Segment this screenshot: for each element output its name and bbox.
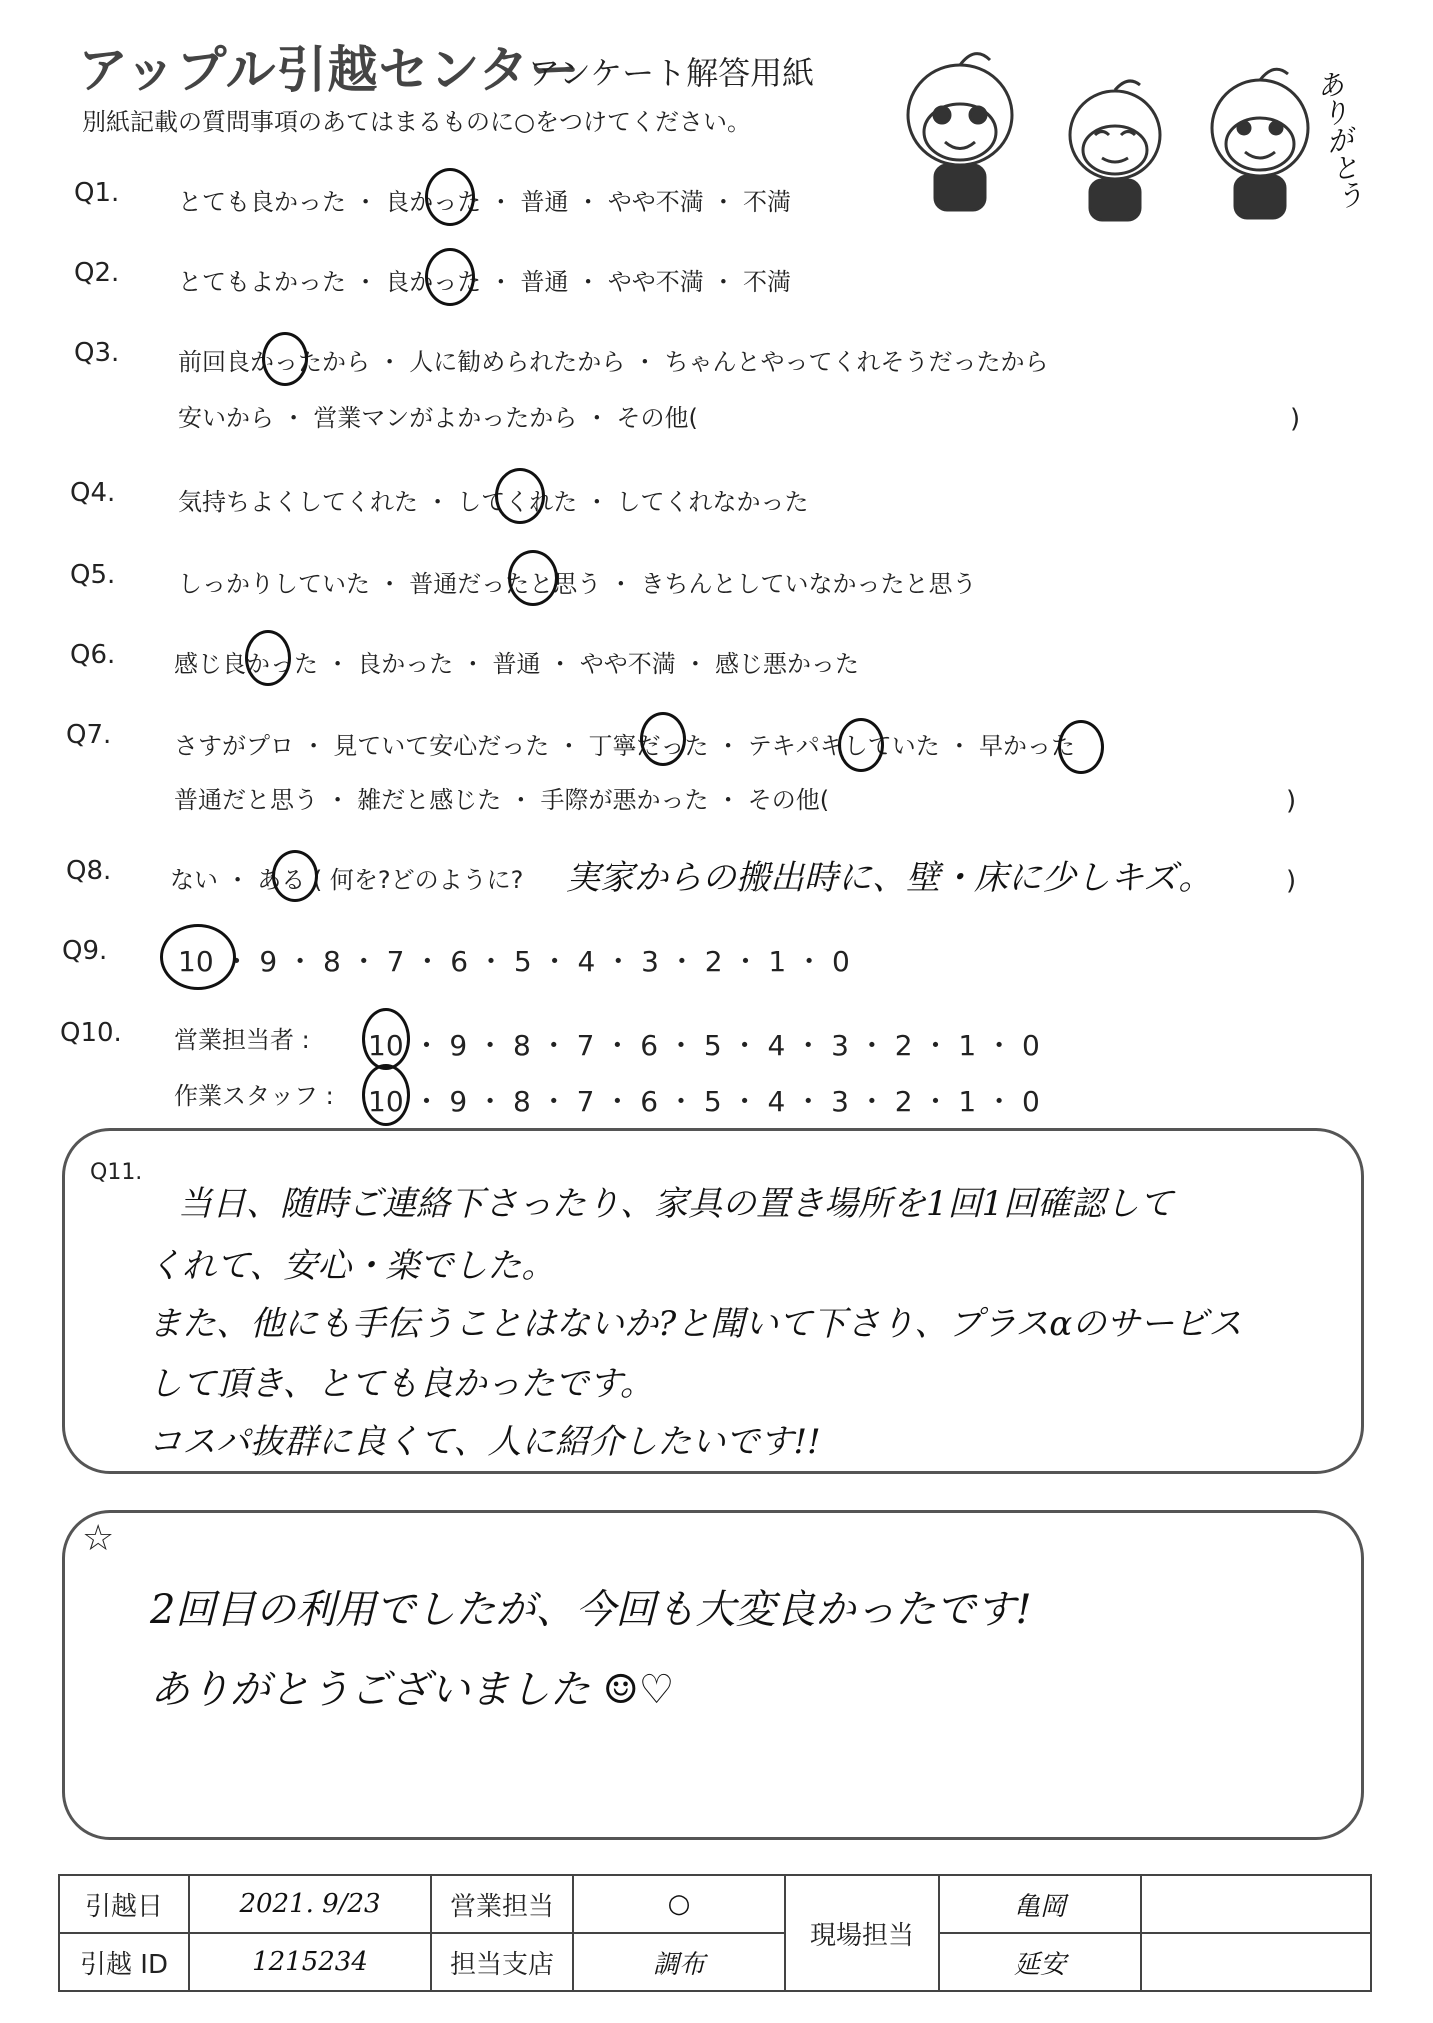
site-staff-value-2: 延安 [939, 1933, 1141, 1991]
mascot-left-icon [908, 54, 1012, 210]
q4-options[interactable]: 気持ちよくしてくれた ・ してくれた ・ してくれなかった [178, 488, 809, 516]
sales-rep-value: ○ [573, 1875, 785, 1933]
q3-options-line1[interactable]: 前回良かったから ・ 人に勧められたから ・ ちゃんとやってくれそうだったから [178, 348, 1049, 376]
q10-label: Q10. [60, 1018, 122, 1048]
empty-cell-1 [1141, 1875, 1371, 1933]
q7-options-line1[interactable]: さすがプロ ・ 見ていて安心だった ・ 丁寧だった ・ テキパキしていた ・ 早かった [174, 732, 1076, 760]
move-date-label: 引越日 [59, 1875, 189, 1933]
q8-paren-close: ) [1286, 866, 1297, 896]
q9-answer-circle [160, 924, 236, 990]
q5-answer-circle [508, 550, 558, 606]
form-instruction: 別紙記載の質問事項のあてはまるものに○をつけてください。 [82, 108, 751, 136]
q1-label: Q1. [74, 178, 120, 208]
sales-rep-label: 営業担当 [431, 1875, 573, 1933]
q10-staff-label: 作業スタッフ : [174, 1082, 334, 1110]
move-date-value: 2021. 9/23 [189, 1875, 431, 1933]
q7-options-line2[interactable]: 普通だと思う ・ 雑だと感じた ・ 手際が悪かった ・ その他( [174, 786, 830, 814]
q11-line-4: して頂き、とても良かったです。 [148, 1364, 654, 1404]
form-title: アップル引越センター [78, 41, 581, 99]
mascot-right-icon [1212, 69, 1308, 218]
q6-label: Q6. [70, 640, 116, 670]
q11-line-1: 当日、随時ご連絡下さったり、家具の置き場所を1回1回確認して [178, 1184, 1174, 1224]
q2-options[interactable]: とてもよかった ・ 良かった ・ 普通 ・ やや不満 ・ 不満 [178, 268, 792, 296]
q4-label: Q4. [70, 478, 116, 508]
move-id-value: 1215234 [189, 1933, 431, 1991]
q7-answer-circle-3 [1058, 720, 1104, 774]
q3-paren-close: ) [1290, 404, 1301, 434]
q8-handwritten-answer: 実家からの搬出時に、壁・床に少しキズ。 [566, 858, 1213, 898]
form-subtitle: アンケート解答用紙 [528, 54, 815, 92]
q3-options-line2[interactable]: 安いから ・ 営業マンがよかったから ・ その他( [178, 404, 698, 432]
q3-answer-circle [262, 332, 308, 386]
footer-info-table [58, 1874, 1372, 1992]
q2-label: Q2. [74, 258, 120, 288]
q8-options[interactable]: ない ・ ある ( 何を?どのように? [170, 866, 524, 894]
q2-answer-circle [425, 248, 475, 306]
q6-options[interactable]: 感じ良かった ・ 良かった ・ 普通 ・ やや不満 ・ 感じ悪かった [174, 650, 860, 678]
q10-sales-answer-circle [362, 1008, 410, 1070]
mascot-middle-icon [1070, 81, 1160, 220]
q9-label: Q9. [62, 936, 108, 966]
q3-label: Q3. [74, 338, 120, 368]
q7-label: Q7. [66, 720, 112, 750]
q10-staff-scale[interactable]: 10 ・ 9 ・ 8 ・ 7 ・ 6 ・ 5 ・ 4 ・ 3 ・ 2 ・ 1 ・ 0 [368, 1085, 1040, 1118]
q8-label: Q8. [66, 856, 112, 886]
q4-answer-circle [495, 468, 545, 524]
mascot-illustration [890, 40, 1360, 225]
site-staff-label: 現場担当 [785, 1875, 939, 1991]
q7-answer-circle-1 [640, 712, 686, 766]
q8-answer-circle [272, 850, 318, 902]
comment-line-1: 2回目の利用でしたが、今回も大変良かったです! [150, 1587, 1032, 1633]
comment-line-2: ありがとうございました ☺♡ [150, 1667, 675, 1713]
q7-paren-close: ) [1286, 786, 1297, 816]
q9-scale[interactable]: 10 ・ 9 ・ 8 ・ 7 ・ 6 ・ 5 ・ 4 ・ 3 ・ 2 ・ 1 ・ 0 [178, 945, 850, 978]
q10-staff-answer-circle [362, 1064, 410, 1126]
star-icon: ☆ [82, 1518, 115, 1559]
empty-cell-2 [1141, 1933, 1371, 1991]
q11-line-3: また、他にも手伝うことはないか?と聞いて下さり、プラスαのサービス [148, 1304, 1243, 1344]
q6-answer-circle [245, 630, 291, 686]
q5-options[interactable]: しっかりしていた ・ 普通だったと思う ・ きちんとしていなかったと思う [178, 570, 977, 598]
branch-label: 担当支店 [431, 1933, 573, 1991]
move-id-label: 引越 ID [59, 1933, 189, 1991]
mascot-thanks-text: ありがとう [1310, 68, 1367, 212]
branch-value: 調布 [573, 1933, 785, 1991]
q11-line-2: くれて、安心・楽でした。 [148, 1246, 556, 1286]
q1-options[interactable]: とても良かった ・ 良かった ・ 普通 ・ やや不満 ・ 不満 [178, 188, 792, 216]
q1-answer-circle [425, 168, 475, 226]
q11-line-5: コスパ抜群に良くて、人に紹介したいです!! [148, 1422, 821, 1462]
q10-sales-label: 営業担当者 : [174, 1026, 310, 1054]
q5-label: Q5. [70, 560, 116, 590]
q7-answer-circle-2 [838, 718, 884, 772]
site-staff-value-1: 亀岡 [939, 1875, 1141, 1933]
q10-sales-scale[interactable]: 10 ・ 9 ・ 8 ・ 7 ・ 6 ・ 5 ・ 4 ・ 3 ・ 2 ・ 1 ・ 0 [368, 1029, 1040, 1062]
q11-label: Q11. [90, 1160, 143, 1185]
